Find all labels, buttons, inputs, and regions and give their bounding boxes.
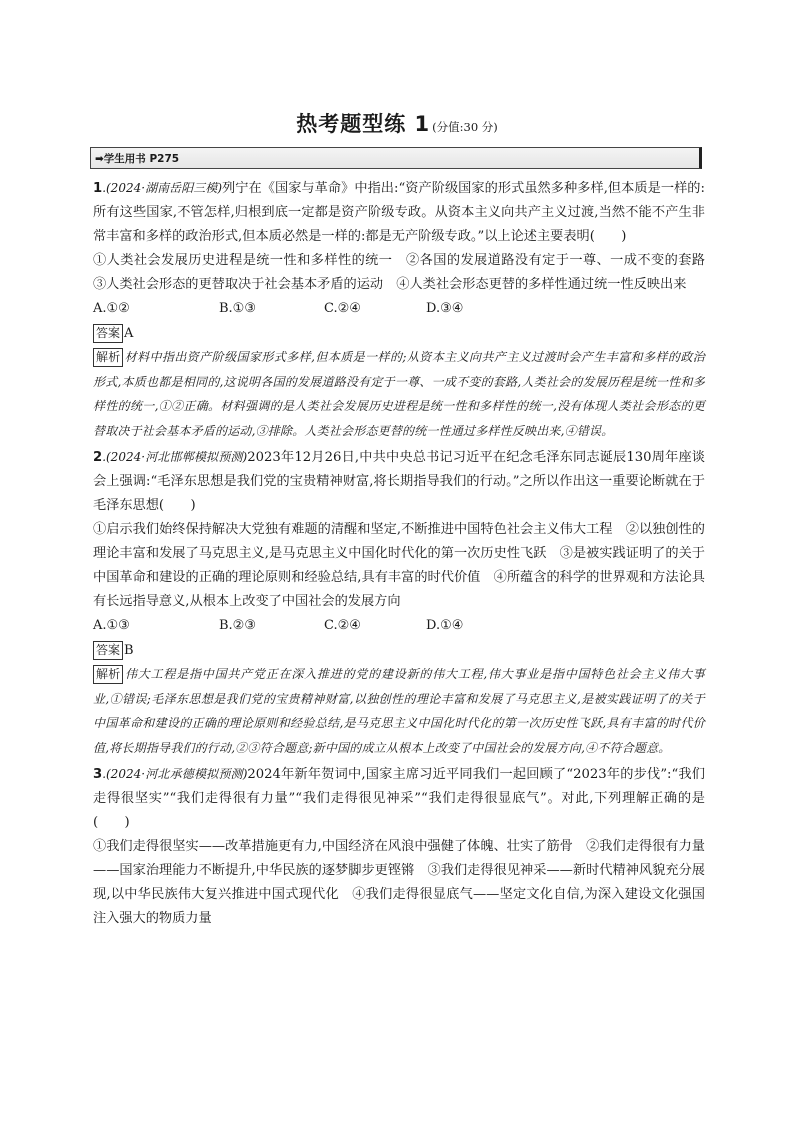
explanation-tag: 解析	[93, 348, 123, 367]
page-title	[0, 108, 794, 138]
option-d: D.①④	[426, 618, 464, 633]
option-a: A.①②	[93, 301, 130, 316]
answer-line	[93, 323, 705, 345]
question-stem: 1.(2024·湖南岳阳三模)列宁在《国家与革命》中指出:“资产阶级国家的形式虽然多种多样,但本质是一样的:所有这些国家,不管怎样,归根到底一定都是资产阶级专政。从资本主义向共产主义过渡,当然不能不产生非常丰富和多样的政治形式,但本质必然是一样的:都是无产阶级专政。”以上论述主要表明( )	[93, 181, 705, 244]
answer-line	[93, 640, 705, 662]
option-d: D.③④	[426, 301, 464, 316]
question-options	[93, 614, 705, 638]
questions-area	[93, 176, 719, 931]
explanation-tag: 解析	[93, 665, 123, 684]
question-stem: 3.(2024·河北承德模拟预测)2024年新年贺词中,国家主席习近平同我们一起回顾了“2023年的步伐”:“我们走得很坚实”“我们走得很有力量”“我们走得很见神采”“我们走得很显底气”。对此,下列理解正确的是( )	[93, 767, 705, 830]
answer-value: A	[124, 326, 134, 341]
option-b: B.②③	[219, 618, 256, 633]
answer-tag: 答案	[93, 641, 123, 660]
score-text: (分值:30 分)	[432, 120, 498, 134]
student-book-reference-bar	[90, 147, 702, 169]
book-reference: ➡学生用书 P275	[95, 153, 180, 165]
question-stem: 2.(2024·河北邯郸模拟预测)2023年12月26日,中共中央总书记习近平在纪念毛泽东同志诞辰130周年座谈会上强调:“毛泽东思想是我们党的宝贵精神财富,将长期指导我们的行动。”之所以作出这一重要论断就在于毛泽东思想( )	[93, 450, 705, 513]
option-c: C.②④	[324, 618, 361, 633]
answer-tag: 答案	[93, 324, 123, 343]
title-text: 热考题型练 1	[296, 112, 431, 136]
question-3	[93, 762, 705, 931]
question-statements: ①启示我们始终保持解决大党独有难题的清醒和坚定,不断推进中国特色社会主义伟大工程 ②以独创性的理论丰富和发展了马克思主义,是马克思主义中国化时代化的第一次历史性飞跃 ③是被实践证明了的关于中国革命和建设的正确的理论原则和经验总结,具有丰富的时代价值 ④所蕴含的科学的世界观和方法论具有长远指导意义,从根本上改变了中国社会的发展方向	[93, 522, 705, 609]
option-b: B.①③	[219, 301, 256, 316]
question-statements: ①我们走得很坚实——改革措施更有力,中国经济在风浪中强健了体魄、壮实了筋骨 ②我们走得很有力量——国家治理能力不断提升,中华民族的逐梦脚步更铿锵 ③我们走得很见神采——新时代精神风貌充分展现,以中华民族伟大复兴推进中国式现代化 ④我们走得很显底气——坚定文化自信,为深入建设文化强国注入强大的物质力量	[93, 839, 705, 926]
question-2	[93, 445, 705, 760]
option-a: A.①③	[93, 618, 130, 633]
question-options	[93, 297, 705, 321]
question-statements: ①人类社会发展历史进程是统一性和多样性的统一 ②各国的发展道路没有定于一尊、一成不变的套路 ③人类社会形态的更替取决于社会基本矛盾的运动 ④人类社会形态更替的多样性通过统一性反映出来	[93, 253, 719, 292]
option-c: C.②④	[324, 301, 361, 316]
question-1	[93, 176, 719, 443]
explanation: 解析 材料中指出资产阶级国家形式多样,但本质是一样的;从资本主义向共产主义过渡时会产生丰富和多样的政治形式,本质也都是相同的,这说明各国的发展道路没有定于一尊、一成不变的套路,人类社会的发展历程是统一性和多样性的统一,①②正确。材料强调的是人类社会发展历史进程是统一性和多样性的统一,没有体现人类社会形态的更替取决于社会基本矛盾的运动,③排除。人类社会形态更替的统一性通过多样性反映出来,④错误。	[93, 350, 705, 438]
answer-value: B	[124, 643, 134, 658]
explanation: 解析 伟大工程是指中国共产党正在深入推进的党的建设新的伟大工程,伟大事业是指中国特色社会主义伟大事业,①错误;毛泽东思想是我们党的宝贵精神财富,以独创性的理论丰富和发展了马克思主义,是被实践证明了的关于中国革命和建设的正确的理论原则和经验总结,是马克思主义中国化时代化的第一次历史性飞跃,具有丰富的时代价值,将长期指导我们的行动,②③符合题意;新中国的成立从根本上改变了中国社会的发展方向,④不符合题意。	[93, 667, 705, 755]
